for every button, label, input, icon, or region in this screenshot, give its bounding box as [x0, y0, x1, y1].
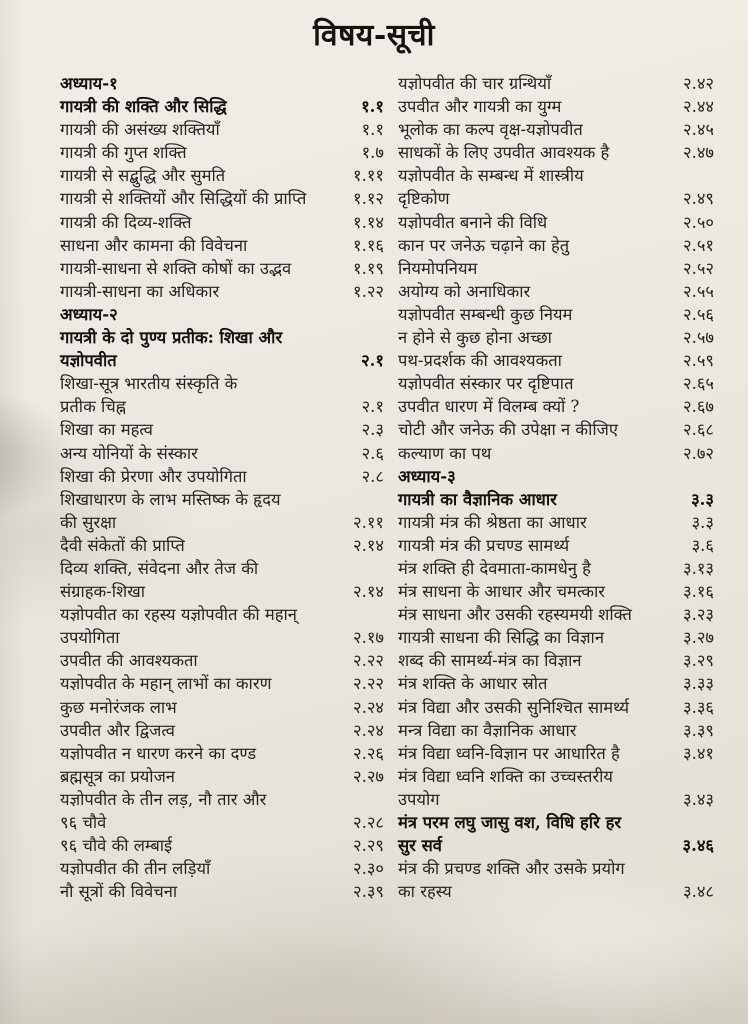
toc-entry	[398, 580, 714, 603]
entry-page-number: ३.३	[691, 489, 714, 509]
toc-entry	[60, 880, 384, 903]
toc-entry	[60, 719, 384, 742]
entry-title-line: मंत्र शक्ति के आधार स्रोत	[398, 674, 548, 694]
entry-title-line: गायत्री की असंख्य शक्तियाँ	[60, 120, 220, 140]
entry-title-line: उपयोगिता	[60, 628, 120, 648]
entry-title	[60, 257, 332, 280]
entry-page-number: ३.४१	[683, 743, 714, 763]
toc-entry	[398, 719, 714, 742]
entry-title-line: दैवी संकेतों की प्राप्ति	[60, 535, 185, 555]
entry-title	[60, 95, 332, 118]
entry-page-number: २.६७	[683, 397, 714, 417]
toc-entry	[398, 257, 714, 280]
entry-page-number: २.३०	[353, 859, 384, 879]
entry-title-line: गायत्री-साधना से शक्ति कोषों का उद्भव	[60, 258, 292, 278]
toc-entry	[398, 280, 714, 303]
entry-page-number: २.१	[361, 351, 384, 371]
entry-title-line: शब्द की सामर्थ्य-मंत्र का विज्ञान	[398, 651, 582, 671]
toc-entry	[60, 164, 384, 187]
entry-title	[60, 418, 332, 441]
entry-title	[60, 649, 332, 672]
entry-title	[398, 696, 662, 719]
toc-entry	[60, 280, 384, 303]
entry-page-number: ३.१३	[683, 558, 714, 578]
entry-title	[60, 557, 332, 603]
entry-title-line: उपयोग	[398, 789, 440, 809]
entry-title	[60, 234, 332, 257]
entry-title	[60, 442, 332, 465]
entry-title-line: मंत्र परम लघु जासु वश, विधि हरि हर	[398, 813, 622, 832]
entry-title	[398, 511, 662, 534]
toc-entry	[398, 118, 714, 141]
entry-title-line: गायत्री से शक्तियों और सिद्धियों की प्राप्ति	[60, 189, 307, 209]
entry-title	[398, 765, 662, 811]
entry-title	[60, 118, 332, 141]
entry-page-number: ३.३३	[683, 674, 714, 694]
entry-page-number: ३.३६	[683, 697, 714, 717]
entry-title-line: दिव्य शक्ति, संवेदना और तेज की	[60, 558, 259, 578]
entry-page-number: ३.३	[691, 512, 714, 532]
entry-title	[60, 326, 332, 372]
entry-page-number: १.७	[361, 143, 384, 163]
toc-entry	[60, 742, 384, 765]
toc-entry	[60, 95, 384, 118]
toc-entry	[398, 626, 714, 649]
entry-title-line: शिखा का महत्व	[60, 420, 153, 440]
toc-entry	[398, 857, 714, 903]
entry-title-line: मंत्र शक्ति ही देवमाता-कामधेनु है	[398, 558, 591, 578]
toc-entry	[398, 95, 714, 118]
entry-title-line: मन्त्र विद्या का वैज्ञानिक आधार	[398, 720, 577, 740]
entry-title-line: गायत्री से सद्बुद्धि और सुमति	[60, 166, 226, 186]
entry-title	[60, 696, 332, 719]
entry-title-line: गायत्री साधना की सिद्धि का विज्ञान	[398, 628, 604, 648]
toc-entry	[398, 488, 714, 511]
entry-page-number: १.१६	[353, 235, 384, 255]
entry-title-line: शिखा-सूत्र भारतीय संस्कृति के	[60, 374, 238, 394]
entry-title-line: कान पर जनेऊ चढ़ाने का हेतु	[398, 235, 570, 255]
entry-title	[60, 834, 332, 857]
toc-entry	[60, 488, 384, 534]
entry-page-number: २.२८	[353, 813, 384, 832]
entry-title-line: नौ सूत्रों की विवेचना	[60, 882, 178, 902]
entry-title	[60, 742, 332, 765]
toc-entry	[60, 326, 384, 372]
entry-page-number: १.१	[361, 120, 384, 140]
toc-entry	[398, 442, 714, 465]
entry-title	[398, 603, 662, 626]
toc-entry	[398, 742, 714, 765]
entry-title	[60, 372, 332, 418]
toc-entry	[60, 788, 384, 834]
entry-title-line: मंत्र विद्या और उसकी सुनिश्चित सामर्थ्य	[398, 697, 630, 717]
toc-entry	[60, 465, 384, 488]
entry-title-line: अयोग्य को अनाधिकार	[398, 281, 531, 301]
toc-entry	[60, 857, 384, 880]
entry-title	[398, 534, 662, 557]
entry-title-line: गायत्री का वैज्ञानिक आधार	[398, 489, 557, 509]
entry-title	[60, 603, 332, 649]
entry-title-line: यज्ञोपवीत के महान् लाभों का कारण	[60, 674, 272, 694]
toc-entry	[60, 257, 384, 280]
entry-title-line: का रहस्य	[398, 882, 452, 902]
entry-title-line: मंत्र साधना के आधार और चमत्कार	[398, 582, 606, 602]
entry-title-line: यज्ञोपवीत न धारण करने का दण्ड	[60, 743, 257, 763]
entry-page-number: २.१७	[353, 628, 384, 648]
entry-page-number: ३.२७	[683, 628, 714, 648]
entry-title-line: मंत्र विद्या ध्वनि शक्ति का उच्चस्तरीय	[398, 766, 613, 786]
toc-entry	[60, 557, 384, 603]
entry-page-number: २.६८	[683, 420, 714, 440]
entry-title-line: यज्ञोपवीत की चार ग्रन्थियाँ	[398, 74, 552, 93]
entry-title	[398, 742, 662, 765]
entry-title-line: यज्ञोपवीत के सम्बन्ध में शास्त्रीय	[398, 166, 584, 186]
entry-title	[398, 303, 662, 326]
toc-entry	[60, 234, 384, 257]
entry-title	[398, 234, 662, 257]
entry-title	[398, 349, 662, 372]
toc-column-left	[60, 72, 384, 903]
chapter-heading: अध्याय-२	[60, 304, 118, 324]
entry-page-number: २.२४	[353, 697, 384, 717]
entry-title	[398, 326, 662, 349]
toc-entry	[60, 418, 384, 441]
entry-title-line: गायत्री के दो पुण्य प्रतीक: शिखा और	[60, 328, 283, 348]
entry-page-number: २.५६	[683, 304, 714, 324]
entry-page-number: २.२४	[353, 720, 384, 740]
entry-page-number: ३.४३	[683, 789, 714, 809]
entry-title	[60, 280, 332, 303]
toc-entry	[398, 696, 714, 719]
entry-title-line: यज्ञोपवीत संस्कार पर दृष्टिपात	[398, 374, 574, 394]
toc-entry	[398, 303, 714, 326]
entry-page-number: ३.४६	[682, 836, 714, 856]
entry-page-number: २.७२	[683, 443, 714, 463]
toc-entry	[60, 603, 384, 649]
entry-page-number: १.१२	[353, 189, 384, 209]
toc-entry	[60, 649, 384, 672]
entry-title	[60, 765, 332, 788]
entry-title-line: भूलोक का कल्प वृक्ष-यज्ञोपवीत	[398, 120, 583, 140]
toc-entry	[398, 141, 714, 164]
entry-title-line: ९६ चौवे	[60, 813, 107, 832]
toc-entry	[398, 349, 714, 372]
entry-title-line: मंत्र की प्रचण्ड शक्ति और उसके प्रयोग	[398, 859, 625, 879]
entry-title-line: यज्ञोपवीत के तीन लड़, नौ तार और	[60, 789, 267, 809]
entry-title	[398, 72, 662, 95]
toc-entry	[398, 418, 714, 441]
entry-title-line: दृष्टिकोण	[398, 189, 450, 209]
entry-page-number: १.२२	[353, 281, 384, 301]
entry-page-number: १.११	[353, 166, 384, 186]
entry-page-number: २.५७	[683, 328, 714, 348]
entry-title	[60, 880, 332, 903]
entry-title	[60, 141, 332, 164]
entry-page-number: १.१९	[353, 258, 384, 278]
entry-title	[398, 857, 662, 903]
entry-title-line: उपवीत की आवश्यकता	[60, 651, 198, 671]
toc-entry	[398, 211, 714, 234]
entry-page-number: २.१	[361, 397, 384, 417]
entry-page-number: २.३९	[353, 882, 384, 902]
entry-page-number: १.१४	[353, 212, 384, 232]
entry-page-number: २.६५	[683, 374, 714, 394]
entry-page-number: २.२९	[353, 836, 384, 856]
entry-page-number: ३.३९	[683, 720, 714, 740]
toc-entry	[60, 534, 384, 557]
entry-title	[398, 649, 662, 672]
entry-title-line: मंत्र विद्या ध्वनि-विज्ञान पर आधारित है	[398, 743, 620, 763]
entry-title-line: सुर सर्व	[398, 836, 442, 856]
entry-title	[60, 719, 332, 742]
entry-title-line: न होने से कुछ होना अच्छा	[398, 328, 552, 348]
entry-title	[398, 164, 662, 210]
entry-page-number: ३.१६	[683, 582, 714, 602]
toc-entry	[60, 834, 384, 857]
entry-page-number: २.४७	[683, 143, 714, 163]
toc-entry	[398, 372, 714, 395]
entry-page-number: २.५१	[683, 235, 714, 255]
entry-title	[398, 488, 662, 511]
toc-entry	[60, 118, 384, 141]
entry-title-line: यज्ञोपवीत बनाने की विधि	[398, 212, 548, 232]
chapter-heading: अध्याय-३	[398, 466, 456, 486]
entry-title	[60, 187, 332, 210]
toc-entry	[398, 395, 714, 418]
toc-entry	[398, 534, 714, 557]
toc-entry	[398, 649, 714, 672]
entry-title	[60, 211, 332, 234]
chapter-heading: अध्याय-१	[60, 74, 118, 93]
entry-page-number: २.२२	[353, 651, 384, 671]
entry-title	[398, 811, 662, 857]
toc-entry	[398, 164, 714, 210]
entry-page-number: २.५२	[683, 258, 714, 278]
entry-page-number: ३.६	[691, 535, 714, 555]
entry-page-number: २.१४	[353, 582, 384, 602]
toc-entry	[398, 603, 714, 626]
entry-title-line: उपवीत और द्विजत्व	[60, 720, 175, 740]
entry-title-line: अन्य योनियों के संस्कार	[60, 443, 198, 463]
entry-title	[398, 626, 662, 649]
entry-title-line: नियमोपनियम	[398, 258, 478, 278]
entry-title-line: गायत्री मंत्र की प्रचण्ड सामर्थ्य	[398, 535, 570, 555]
entry-title-line: साधकों के लिए उपवीत आवश्यक है	[398, 143, 610, 163]
entry-title	[60, 164, 332, 187]
entry-page-number: २.८	[361, 466, 384, 486]
entry-title-line: प्रतीक चिह्न	[60, 397, 126, 417]
entry-title-line: उपवीत और गायत्री का युग्म	[398, 97, 562, 117]
entry-title-line: पथ-प्रदर्शक की आवश्यकता	[398, 351, 562, 371]
toc-entry	[398, 72, 714, 95]
entry-title	[60, 465, 332, 488]
toc-columns	[60, 72, 748, 903]
toc-entry	[60, 372, 384, 418]
entry-page-number: २.४४	[683, 97, 714, 117]
toc-entry	[398, 672, 714, 695]
entry-title-line: गायत्री की दिव्य-शक्ति	[60, 212, 192, 232]
entry-title	[398, 257, 662, 280]
toc-entry	[60, 141, 384, 164]
toc-entry	[60, 765, 384, 788]
toc-entry	[60, 442, 384, 465]
entry-title	[60, 534, 332, 557]
entry-page-number: २.१४	[353, 535, 384, 555]
entry-page-number: २.२६	[353, 743, 384, 763]
entry-page-number: २.४५	[683, 120, 714, 140]
entry-page-number: २.४९	[683, 189, 714, 209]
entry-page-number: २.२७	[353, 766, 384, 786]
toc-entry	[398, 811, 714, 857]
entry-title-line: कल्याण का पथ	[398, 443, 492, 463]
entry-title	[398, 442, 662, 465]
entry-title	[60, 672, 332, 695]
entry-page-number: २.५५	[683, 281, 714, 301]
toc-entry	[398, 557, 714, 580]
entry-title-line: शिखा की प्रेरणा और उपयोगिता	[60, 466, 247, 486]
entry-page-number: २.११	[353, 512, 384, 532]
toc-column-right	[398, 72, 714, 903]
entry-title	[398, 141, 662, 164]
toc-entry	[398, 765, 714, 811]
entry-page-number: ३.२९	[683, 651, 714, 671]
entry-title	[398, 280, 662, 303]
entry-title	[398, 418, 662, 441]
toc-entry	[398, 234, 714, 257]
entry-page-number: १.१	[361, 97, 384, 117]
toc-entry	[60, 211, 384, 234]
toc-entry	[60, 672, 384, 695]
entry-title	[398, 557, 662, 580]
entry-page-number: ३.४८	[683, 882, 714, 902]
entry-title	[60, 857, 332, 880]
entry-title-line: मंत्र साधना और उसकी रहस्यमयी शक्ति	[398, 605, 632, 625]
entry-title-line: गायत्री मंत्र की श्रेष्ठता का आधार	[398, 512, 587, 532]
entry-title-line: गायत्री की गुप्त शक्ति	[60, 143, 187, 163]
entry-page-number: २.५०	[683, 212, 714, 232]
toc-entry	[60, 696, 384, 719]
entry-title-line: की सुरक्षा	[60, 512, 117, 532]
entry-page-number: २.३	[361, 420, 384, 440]
entry-title-line: यज्ञोपवीत की तीन लड़ियाँ	[60, 859, 211, 879]
entry-title	[398, 580, 662, 603]
entry-title	[398, 372, 662, 395]
entry-title	[398, 672, 662, 695]
page-title: विषय-सूची	[313, 18, 435, 53]
entry-page-number: २.२२	[353, 674, 384, 694]
toc-entry	[398, 326, 714, 349]
entry-title	[398, 395, 662, 418]
entry-title-line: कुछ मनोरंजक लाभ	[60, 697, 177, 717]
entry-title-line: संग्राहक-शिखा	[60, 582, 146, 602]
entry-title-line: यज्ञोपवीत	[60, 351, 117, 371]
entry-title-line: ९६ चौवे की लम्बाई	[60, 836, 173, 856]
entry-title-line: यज्ञोपवीत का रहस्य यज्ञोपवीत की महान्	[60, 605, 297, 625]
entry-title-line: चोटी और जनेऊ की उपेक्षा न कीजिए	[398, 420, 618, 440]
toc-entry	[398, 511, 714, 534]
entry-page-number: ३.२३	[683, 605, 714, 625]
entry-title	[60, 488, 332, 534]
entry-page-number: २.५९	[683, 351, 714, 371]
entry-title	[398, 719, 662, 742]
entry-title-line: शिखाधारण के लाभ मस्तिष्क के हृदय	[60, 489, 281, 509]
entry-page-number: २.६	[361, 443, 384, 463]
entry-title	[398, 95, 662, 118]
entry-title	[398, 118, 662, 141]
entry-title-line: साधना और कामना की विवेचना	[60, 235, 248, 255]
entry-title	[398, 211, 662, 234]
entry-title-line: उपवीत धारण में विलम्ब क्यों ?	[398, 397, 580, 417]
entry-title-line: गायत्री-साधना का अधिकार	[60, 281, 220, 301]
entry-title-line: यज्ञोपवीत सम्बन्धी कुछ नियम	[398, 304, 573, 324]
entry-page-number: २.४२	[683, 74, 714, 93]
entry-title	[60, 788, 332, 834]
entry-title-line: गायत्री की शक्ति और सिद्धि	[60, 97, 227, 117]
entry-title-line: ब्रह्मसूत्र का प्रयोजन	[60, 766, 175, 786]
toc-entry	[60, 187, 384, 210]
